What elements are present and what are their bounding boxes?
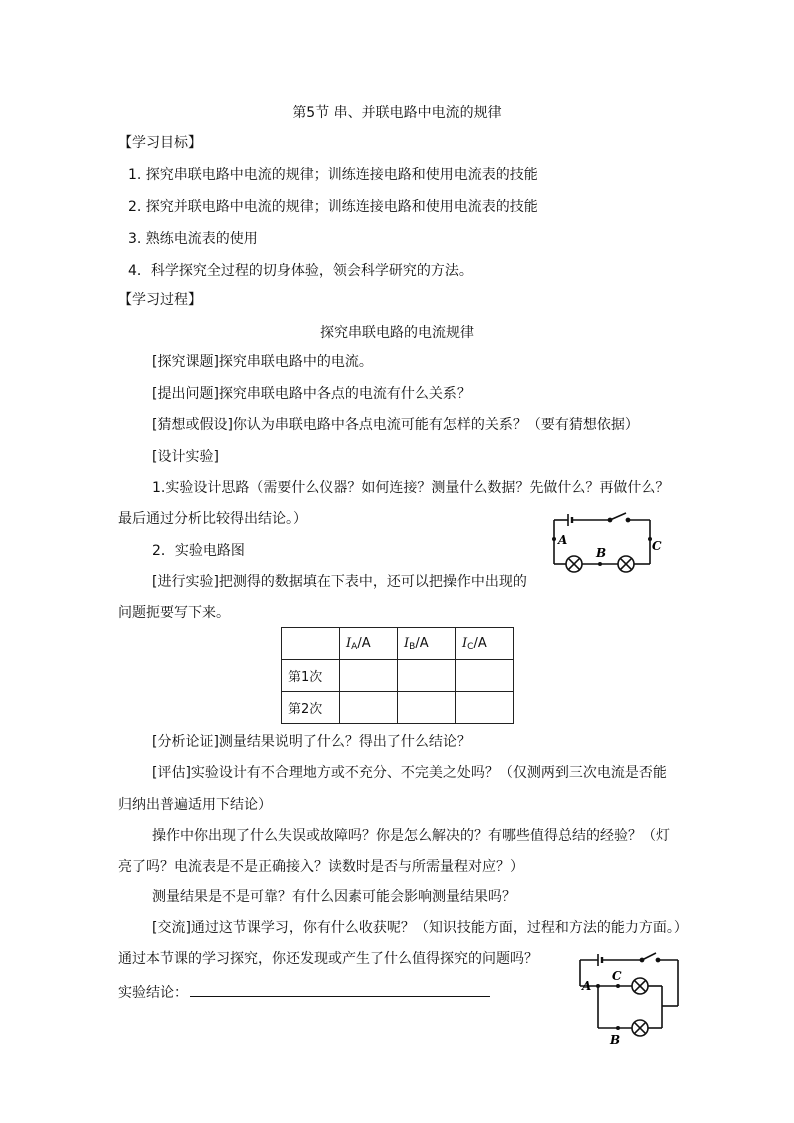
hypothesis-text: [猜想或假设]你认为串联电路中各点电流可能有怎样的关系？（要有猜想依据） — [152, 417, 639, 433]
evaluate-line1: [评估]实验设计有不合理地方或不充分、不完美之处吗？（仅测两到三次电流是否能 — [152, 765, 667, 781]
conduct-line2: 问题扼要写下来。 — [118, 605, 230, 621]
section-subtitle: 探究串联电路的电流规律 — [320, 325, 474, 341]
design-idea-line1: 1.实验设计思路（需要什么仪器？如何连接？测量什么数据？先做什么？再做什么？ — [152, 480, 670, 496]
analysis-text: [分析论证]测量结果说明了什么？得出了什么结论？ — [152, 734, 471, 750]
reliability-text: 测量结果是不是可靠？有什么因素可能会影响测量结果吗？ — [152, 889, 516, 905]
data-cell — [340, 692, 398, 724]
page-title: 第5节 串、并联电路中电流的规律 — [292, 105, 502, 121]
header-ic: $I_C/A$ — [456, 628, 514, 660]
point-c-label: C — [652, 539, 662, 553]
table-row — [282, 692, 514, 724]
header-ia: $I_A/A$ — [340, 628, 398, 660]
operation-line2: 亮了吗？电流表是不是正确接入？读数时是否与所需量程对应？） — [118, 859, 524, 875]
point-b-label: B — [610, 1033, 621, 1046]
evaluate-line2: 归纳出普遍适用下结论） — [118, 797, 272, 813]
operation-line1: 操作中你出现了什么失误或故障吗？你是怎么解决的？有哪些值得总结的经验？（灯 — [152, 828, 670, 844]
circuit-diagram-label: 2．实验电路图 — [152, 543, 245, 559]
data-table — [281, 627, 514, 724]
table-corner-cell — [282, 628, 340, 660]
parallel-circuit-diagram — [570, 946, 688, 1046]
conclusion-row — [118, 982, 490, 1002]
goal-item-1: 1. 探究串联电路中电流的规律；训练连接电路和使用电流表的技能 — [128, 167, 538, 183]
table-row — [282, 660, 514, 692]
goal-item-3: 3. 熟练电流表的使用 — [128, 231, 258, 247]
exchange-line2: 通过本节课的学习探究，你还发现或产生了什么值得探究的问题吗？ — [118, 951, 538, 967]
point-c-label: C — [612, 969, 622, 983]
goal-item-2: 2. 探究并联电路中电流的规律；训练连接电路和使用电流表的技能 — [128, 199, 538, 215]
data-cell — [398, 692, 456, 724]
exchange-line1: [交流]通过这节课学习，你有什么收获呢？（知识技能方面，过程和方法的能力方面。） — [152, 920, 688, 936]
point-a-label: A — [558, 533, 568, 547]
point-a-label: A — [582, 979, 592, 993]
data-cell — [340, 660, 398, 692]
data-cell — [456, 660, 514, 692]
conclusion-blank-line — [190, 982, 490, 997]
design-idea-line2: 最后通过分析比较得出结论。） — [118, 511, 307, 527]
goals-heading: 【学习目标】 — [118, 135, 202, 151]
question-text: [提出问题]探究串联电路中各点的电流有什么关系？ — [152, 386, 471, 402]
row-label: 第1次 — [282, 660, 340, 692]
table-header-row — [282, 628, 514, 660]
design-label: [设计实验] — [152, 449, 219, 465]
goal-item-4: 4．科学探究全过程的切身体验，领会科学研究的方法。 — [128, 263, 473, 279]
process-heading: 【学习过程】 — [118, 292, 202, 308]
data-cell — [456, 692, 514, 724]
conclusion-label: 实验结论： — [118, 985, 188, 1001]
row-label: 第2次 — [282, 692, 340, 724]
series-circuit-diagram — [546, 508, 668, 580]
data-cell — [398, 660, 456, 692]
conduct-line1: [进行实验]把测得的数据填在下表中，还可以把操作中出现的 — [152, 574, 527, 590]
topic-text: [探究课题]探究串联电路中的电流。 — [152, 354, 373, 370]
point-b-label: B — [596, 546, 607, 560]
header-ib: $I_B/A$ — [398, 628, 456, 660]
